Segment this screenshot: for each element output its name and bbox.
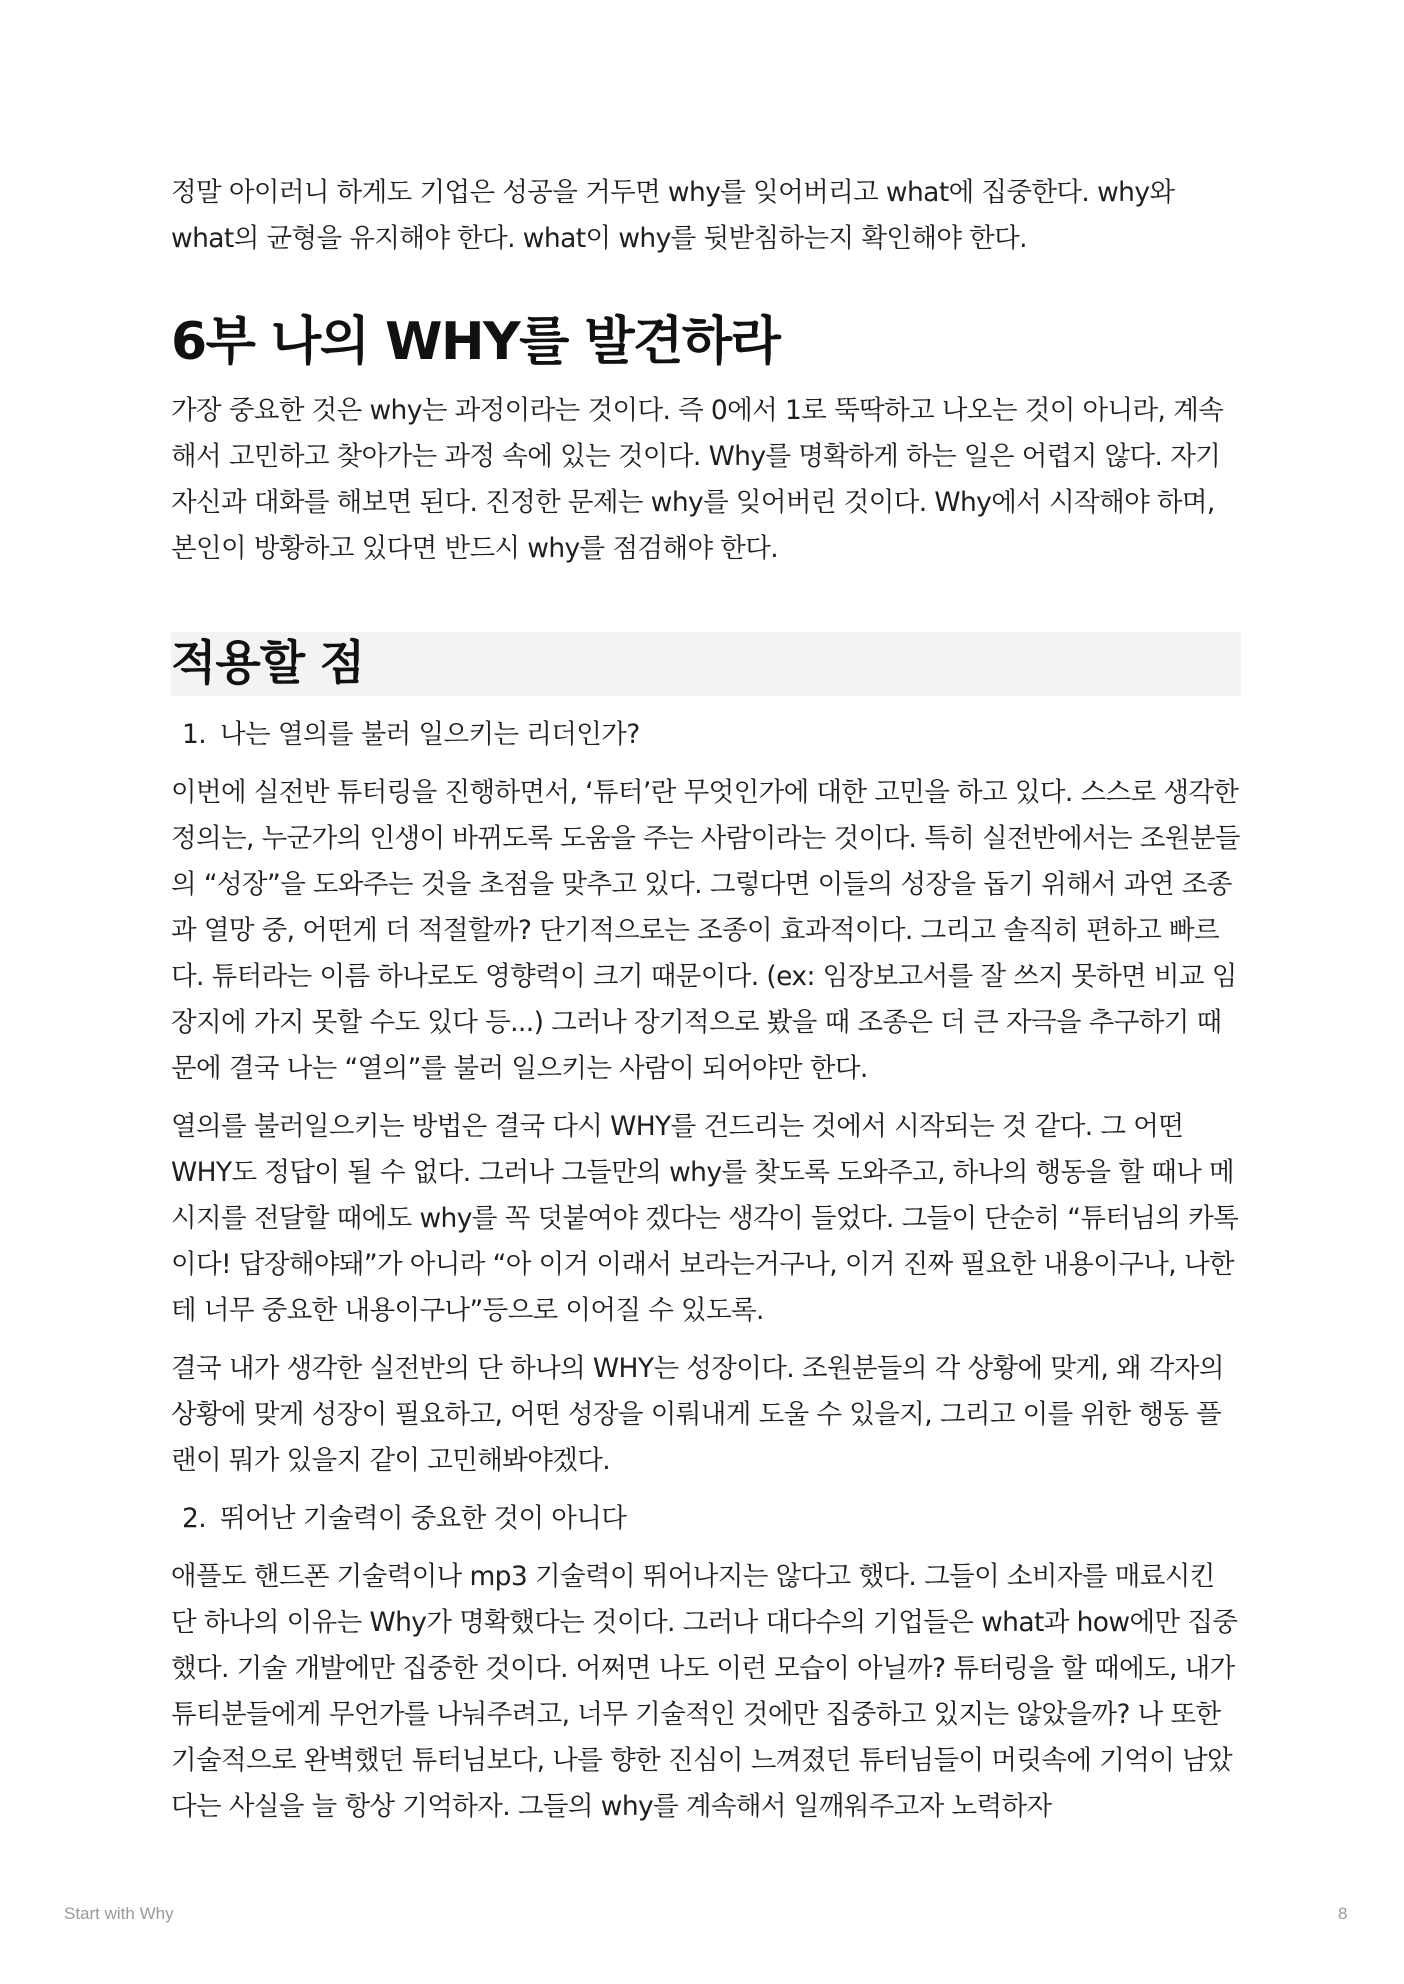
part6-heading: 6부 나의 WHY를 발견하라: [171, 312, 780, 372]
list-item-number: 2.: [182, 1503, 207, 1534]
footer-title: Start with Why: [64, 1904, 174, 1923]
list-item-title: 나는 열의를 불러 일으키는 리더인가?: [220, 719, 640, 750]
footer-page-number: 8: [1338, 1904, 1348, 1923]
list-item-2: [171, 1496, 1241, 1542]
item2-paragraph-1: 애플도 핸드폰 기술력이나 mp3 기술력이 뛰어나지는 않다고 했다. 그들이 소비자를 매료시킨 단 하나의 이유는 Why가 명확했다는 것이다. 그러나 대다수의 기업들은 what과 how에만 집중했다. 기술 개발에만 집중한 것이다. 어쩌면 나도 이런 모습이 아닐까? 튜터링을 할 때에도, 내가 튜티분들에게 무언가를 나눠주려고, 너무 기술적인 것에만 집중하고 있지는 않았을까? 나 또한 기술적으로 완벽했던 튜터님보다, 나를 향한 진심이 느껴졌던 튜터님들이 머릿속에 기억이 남았다는 사실을 늘 항상 기억하자. 그들의 why를 계속해서 일깨워주고자 노력하자: [171, 1561, 1238, 1822]
intro-paragraph: 정말 아이러니 하게도 기업은 성공을 거두면 why를 잊어버리고 what에 집중한다. why와 what의 균형을 유지해야 한다. what이 why를 뒷받침하는지 확인해야 한다.: [171, 177, 1175, 254]
list-item-title: 뛰어난 기술력이 중요한 것이 아니다: [220, 1503, 627, 1534]
list-item-number: 1.: [182, 719, 207, 750]
part6-paragraph: 가장 중요한 것은 why는 과정이라는 것이다. 즉 0에서 1로 뚝딱하고 나오는 것이 아니라, 계속해서 고민하고 찾아가는 과정 속에 있는 것이다. Why를 명확하게 하는 일은 어렵지 않다. 자기 자신과 대화를 해보면 된다. 진정한 문제는 why를 잊어버린 것이다. Why에서 시작해야 하며, 본인이 방황하고 있다면 반드시 why를 점검해야 한다.: [171, 395, 1224, 564]
apply-heading: 적용할 점: [171, 632, 1241, 696]
page-content: [171, 170, 1241, 1842]
item1-paragraph-2: 열의를 불러일으키는 방법은 결국 다시 WHY를 건드리는 것에서 시작되는 것 같다. 그 어떤 WHY도 정답이 될 수 없다. 그러나 그들만의 why를 찾도록 도와주고, 하나의 행동을 할 때나 메시지를 전달할 때에도 why를 꼭 덧붙여야 겠다는 생각이 들었다. 그들이 단순히 “튜터님의 카톡이다! 답장해야돼”가 아니라 “아 이거 이래서 보라는거구나, 이거 진짜 필요한 내용이구나, 나한테 너무 중요한 내용이구나”등으로 이어질 수 있도록.: [171, 1111, 1239, 1326]
item1-paragraph-3: 결국 내가 생각한 실전반의 단 하나의 WHY는 성장이다. 조원분들의 각 상황에 맞게, 왜 각자의 상황에 맞게 성장이 필요하고, 어떤 성장을 이뤄내게 도울 수 있을지, 그리고 이를 위한 행동 플랜이 뭐가 있을지 같이 고민해봐야겠다.: [171, 1353, 1224, 1476]
list-item-1: [171, 712, 1241, 758]
item1-paragraph-1: 이번에 실전반 튜터링을 진행하면서, ‘튜터’란 무엇인가에 대한 고민을 하고 있다. 스스로 생각한 정의는, 누군가의 인생이 바뀌도록 도움을 주는 사람이라는 것이다. 특히 실전반에서는 조원분들의 “성장”을 도와주는 것을 초점을 맞추고 있다. 그렇다면 이들의 성장을 돕기 위해서 과연 조종과 열망 중, 어떤게 더 적절할까? 단기적으로는 조종이 효과적이다. 그리고 솔직히 편하고 빠르다. 튜터라는 이름 하나로도 영향력이 크기 때문이다. (ex: 임장보고서를 잘 쓰지 못하면 비교 임장지에 가지 못할 수도 있다 등...) 그러나 장기적으로 봤을 때 조종은 더 큰 자극을 추구하기 때문에 결국 나는 “열의”를 불러 일으키는 사람이 되어야만 한다.: [171, 777, 1240, 1084]
